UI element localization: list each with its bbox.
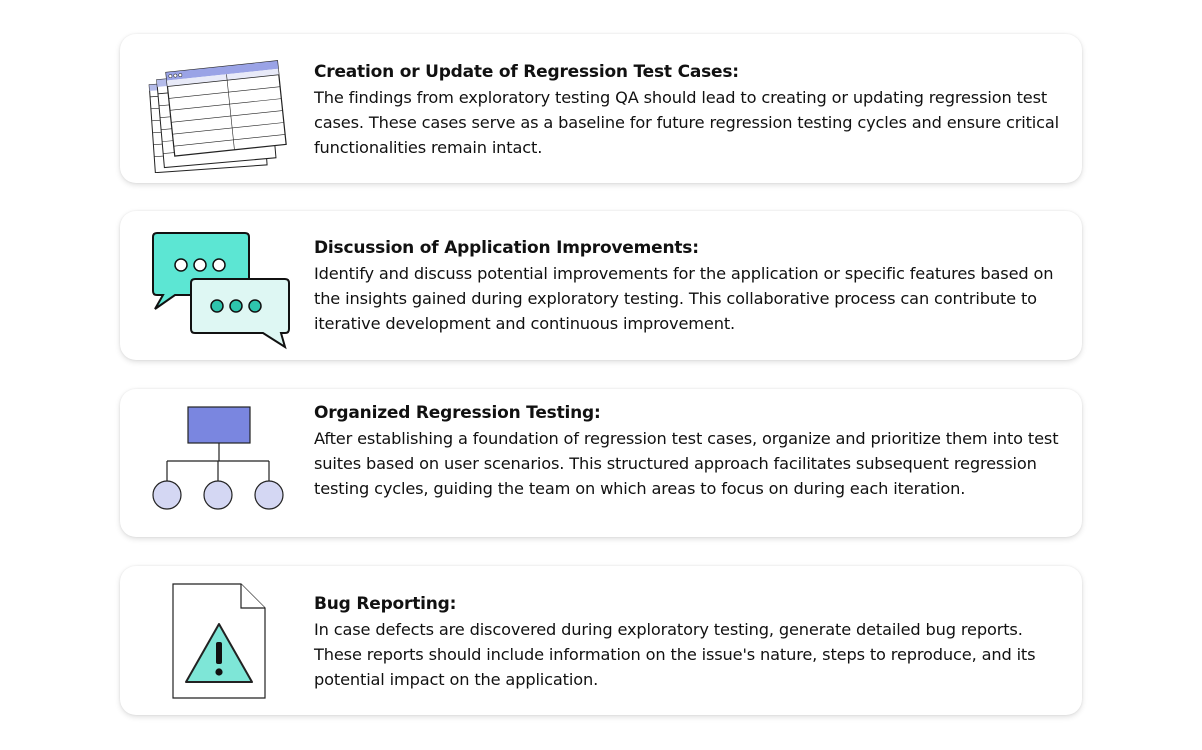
card-text xyxy=(314,401,1066,501)
card-title: Creation or Update of Regression Test Cases: xyxy=(314,62,739,82)
hierarchy-tree-icon xyxy=(145,403,295,528)
card-application-improvements xyxy=(120,211,1082,360)
card-body: The findings from exploratory testing QA should lead to creating or updating regression test cases. These cases serve as a baseline for future regression testing cycles and ensure critical functionalities remain intact. xyxy=(314,88,1060,157)
card-bug-reporting xyxy=(120,566,1082,715)
card-title: Bug Reporting: xyxy=(314,594,457,614)
spreadsheet-stack-icon xyxy=(145,48,295,173)
card-body: Identify and discuss potential improvements for the application or specific features based on the insights gained during exploratory testing. This collaborative process can contribute to iterative development and continuous improvement. xyxy=(314,264,1054,333)
card-title: Organized Regression Testing: xyxy=(314,403,601,423)
card-regression-test-cases xyxy=(120,34,1082,183)
card-body: After establishing a foundation of regression test cases, organize and prioritize them into test suites based on user scenarios. This structured approach facilitates subsequent regression testing cycles, guiding the team on which areas to focus on during each iteration. xyxy=(314,429,1059,498)
card-text xyxy=(314,236,1066,336)
warning-document-icon xyxy=(145,580,295,705)
card-organized-regression-testing xyxy=(120,389,1082,537)
card-body: In case defects are discovered during exploratory testing, generate detailed bug reports. These reports should include information on the issue's nature, steps to reproduce, and its potential impact on the application. xyxy=(314,620,1036,689)
card-title: Discussion of Application Improvements: xyxy=(314,238,699,258)
chat-bubbles-icon xyxy=(145,225,295,350)
card-text xyxy=(314,60,1066,160)
card-text xyxy=(314,592,1066,692)
